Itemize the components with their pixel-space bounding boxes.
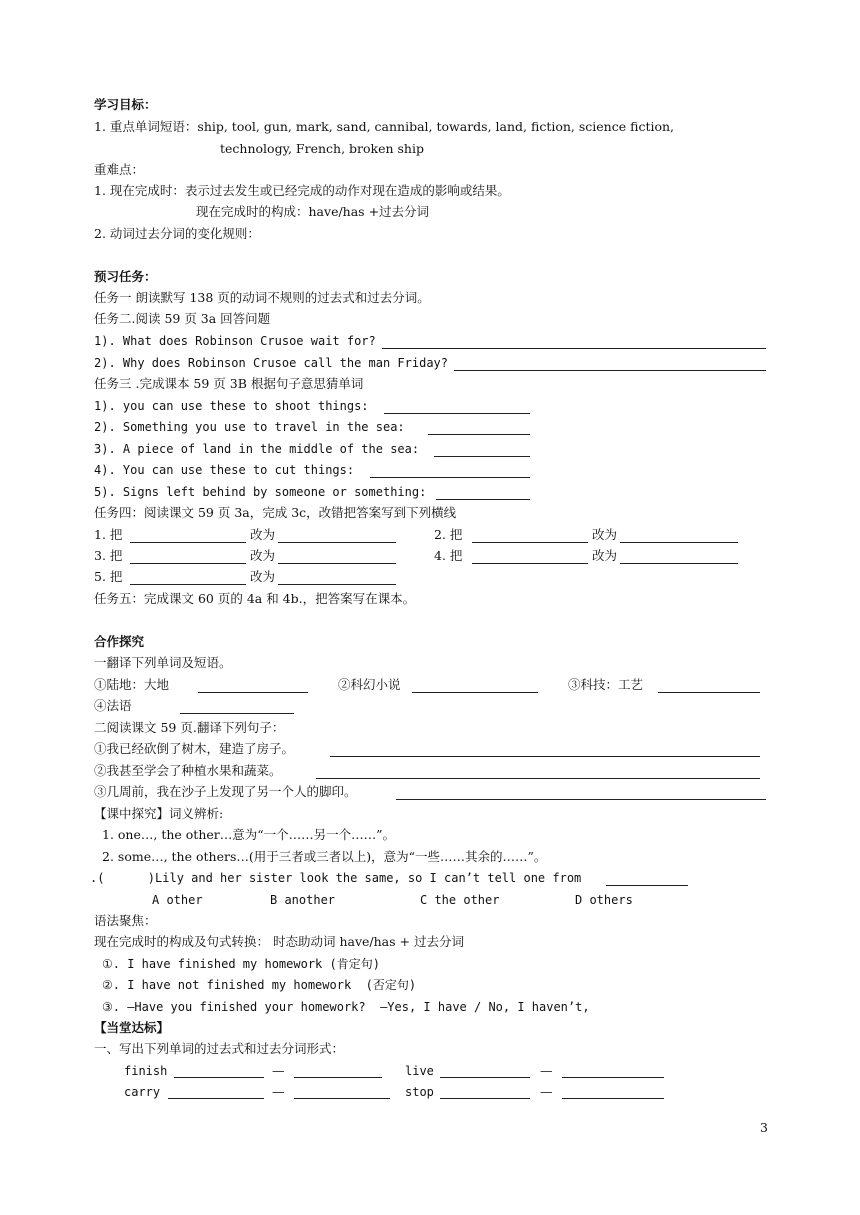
objective-vocab-line1: 1. 重点单词短语：ship, tool, gun, mark, sand, cannibal, towards, land, fiction, science fiction, — [94, 119, 675, 134]
change-to-label: 改为 — [250, 569, 276, 584]
guess-5: 5). Signs left behind by someone or something: — [94, 485, 427, 499]
change-to-label: 改为 — [250, 527, 276, 542]
answer-blank[interactable] — [472, 563, 588, 564]
option-a[interactable]: A other — [152, 893, 203, 907]
guess-2: 2). Something you use to travel in the sea: — [94, 420, 405, 434]
word-technology: ③科技：工艺 — [568, 677, 644, 692]
option-c[interactable]: C the other — [420, 893, 500, 907]
answer-blank[interactable] — [454, 370, 766, 371]
sentence-1: ①我已经砍倒了树木，建造了房子。 — [94, 741, 295, 756]
answer-blank[interactable] — [606, 885, 688, 886]
difficulty-item1-structure: 现在完成时的构成：have/has +过去分词 — [196, 204, 430, 219]
answer-blank[interactable] — [472, 542, 588, 543]
task4: 任务四：阅读课文 59 页 3a，完成 3c，改错把答案写到下列横线 — [94, 505, 457, 520]
guess-1: 1). you can use these to shoot things: — [94, 399, 369, 413]
example-affirmative: ①. I have finished my homework (肯定句) — [102, 957, 380, 971]
correction-2-label: 2. 把 — [434, 527, 463, 542]
verb-finish: finish — [124, 1064, 168, 1078]
grammar-heading: 语法聚焦： — [94, 913, 157, 928]
change-to-label: 改为 — [592, 548, 618, 563]
task1: 任务一 朗读默写 138 页的动词不规则的过去式和过去分词。 — [94, 290, 430, 305]
dash: — — [540, 1084, 553, 1099]
question-2: 2). Why does Robinson Crusoe call the man Friday? — [94, 356, 449, 370]
task5: 任务五：完成课文 60 页的 4a 和 4b.，把答案写在课本。 — [94, 591, 416, 606]
verb-stop: stop — [405, 1085, 434, 1099]
answer-blank[interactable] — [434, 456, 530, 457]
example-negative: ②. I have not finished my homework (否定句) — [102, 978, 417, 992]
multiple-choice-question: .( )Lily and her sister look the same, so I can’t tell one from — [90, 871, 582, 885]
answer-blank[interactable] — [294, 1077, 382, 1078]
answer-blank[interactable] — [278, 542, 396, 543]
guess-3: 3). A piece of land in the middle of the sea: — [94, 442, 420, 456]
correction-4-label: 4. 把 — [434, 548, 463, 563]
difficulty-item2: 2. 动词过去分词的变化规则： — [94, 226, 260, 241]
page-number: 3 — [760, 1120, 768, 1135]
phrase-1: 1. one…, the other…意为“一个……另一个……”。 — [102, 827, 396, 842]
guess-4: 4). You can use these to cut things: — [94, 463, 355, 477]
correction-1-label: 1. 把 — [94, 527, 123, 542]
option-b[interactable]: B another — [270, 893, 336, 907]
answer-blank[interactable] — [180, 713, 294, 714]
difficulty-item1: 1. 现在完成时：表示过去发生或已经完成的动作对现在造成的影响或结果。 — [94, 183, 510, 198]
exercise-heading: 【当堂达标】 — [94, 1020, 170, 1035]
answer-blank[interactable] — [384, 413, 530, 414]
example-question: ③. —Have you finished your homework? —Yes, I have / No, I haven’t, — [102, 1000, 590, 1014]
answer-blank[interactable] — [620, 542, 738, 543]
option-d[interactable]: D others — [575, 893, 633, 907]
answer-blank[interactable] — [620, 563, 738, 564]
answer-blank[interactable] — [130, 542, 246, 543]
verb-carry: carry — [124, 1085, 161, 1099]
dash: — — [272, 1063, 285, 1078]
answer-blank[interactable] — [130, 563, 246, 564]
answer-blank[interactable] — [330, 756, 760, 757]
sentence-2: ②我甚至学会了种植水果和蔬菜。 — [94, 763, 282, 778]
answer-blank[interactable] — [658, 692, 760, 693]
answer-blank[interactable] — [370, 477, 530, 478]
task2: 任务二.阅读 59 页 3a 回答问题 — [94, 311, 271, 326]
phrase-2: 2. some…, the others…(用于三者或三者以上)，意为“一些……其余的……”。 — [102, 849, 547, 864]
exercise-instruction: 一、写出下列单词的过去式和过去分词形式： — [94, 1041, 345, 1056]
sentence-3: ③几周前，我在沙子上发现了另一个人的脚印。 — [94, 784, 357, 799]
answer-blank[interactable] — [278, 584, 396, 585]
difficulty-heading: 重难点： — [94, 162, 145, 177]
answer-blank[interactable] — [278, 563, 396, 564]
answer-blank[interactable] — [562, 1098, 664, 1099]
answer-blank[interactable] — [412, 692, 538, 693]
question-1: 1). What does Robinson Crusoe wait for? — [94, 334, 376, 348]
answer-blank[interactable] — [440, 1077, 530, 1078]
correction-5-label: 5. 把 — [94, 569, 123, 584]
answer-blank[interactable] — [294, 1098, 390, 1099]
answer-blank[interactable] — [168, 1098, 264, 1099]
correction-3-label: 3. 把 — [94, 548, 123, 563]
change-to-label: 改为 — [592, 527, 618, 542]
answer-blank[interactable] — [198, 692, 308, 693]
dash: — — [540, 1063, 553, 1078]
answer-blank[interactable] — [562, 1077, 664, 1078]
answer-blank[interactable] — [316, 778, 760, 779]
coop-part2: 二阅读课文 59 页.翻译下列句子： — [94, 720, 285, 735]
answer-blank[interactable] — [396, 799, 766, 800]
answer-blank[interactable] — [428, 434, 530, 435]
answer-blank[interactable] — [130, 584, 246, 585]
answer-blank[interactable] — [436, 499, 530, 500]
task3: 任务三 .完成课本 59 页 3B 根据句子意思猜单词 — [94, 376, 364, 391]
grammar-rule: 现在完成时的构成及句式转换： 时态助动词 have/has + 过去分词 — [94, 934, 464, 949]
preview-heading: 预习任务： — [94, 269, 157, 284]
answer-blank[interactable] — [440, 1098, 530, 1099]
coop-heading: 合作探究 — [94, 634, 145, 649]
word-french: ④法语 — [94, 698, 132, 713]
answer-blank[interactable] — [382, 348, 766, 349]
dash: — — [272, 1084, 285, 1099]
coop-part1: 一翻译下列单词及短语。 — [94, 655, 232, 670]
word-land: ①陆地：大地 — [94, 677, 170, 692]
verb-live: live — [405, 1064, 434, 1078]
word-science-fiction: ②科幻小说 — [338, 677, 401, 692]
objectives-heading: 学习目标： — [94, 97, 157, 112]
change-to-label: 改为 — [250, 548, 276, 563]
objective-vocab-line2: technology, French, broken ship — [220, 141, 424, 156]
answer-blank[interactable] — [174, 1077, 264, 1078]
class-heading: 【课中探究】词义辨析: — [94, 806, 224, 821]
